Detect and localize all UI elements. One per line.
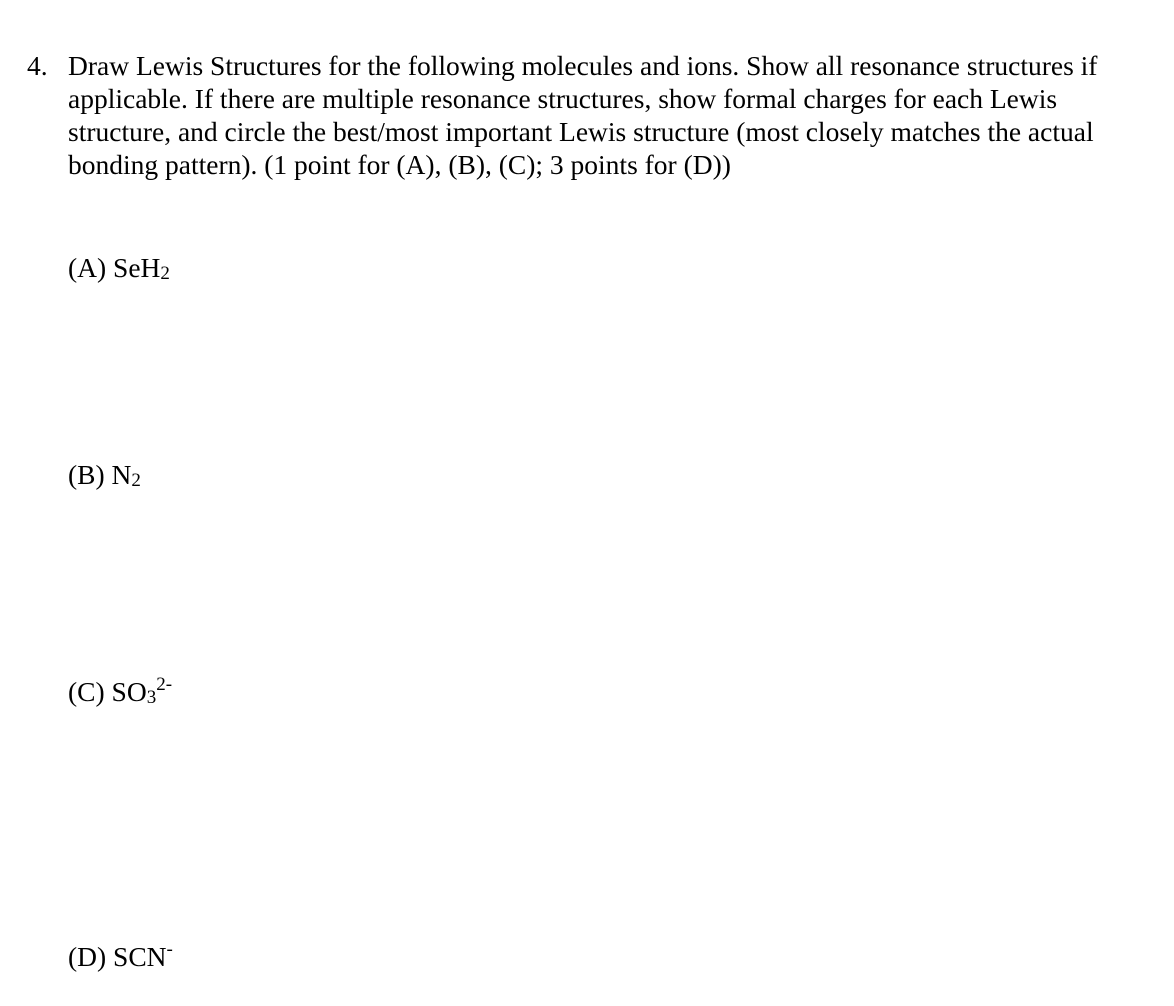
part-a-subscript: 2 [160,263,170,284]
question-text [68,49,1098,181]
question-line: structure, and circle the best/most important Lewis structure (most closely matches the actual [68,116,1094,147]
part-c-subscript: 3 [146,687,157,708]
part-a-label: (A) SeH [68,252,161,283]
part-c-so3 [68,675,172,708]
question-number: 4. [27,50,48,81]
question-line: applicable. If there are multiple resonance structures, show formal charges for each Lewis [68,83,1058,114]
question-line: Draw Lewis Structures for the following molecules and ions. Show all resonance structures if [68,50,1098,81]
part-c-charge: 2- [156,674,173,695]
part-a-seh2 [68,251,170,284]
question-line: bonding pattern). (1 point for (A), (B), (C); 3 points for (D)) [68,149,731,180]
part-d-scn [68,940,173,973]
part-b-label: (B) N [68,459,132,490]
part-d-charge: - [166,939,173,960]
part-b-n2 [68,458,141,491]
part-b-subscript: 2 [131,470,141,491]
part-d-label: (D) SCN [68,941,167,972]
part-c-label: (C) SO [68,676,147,707]
